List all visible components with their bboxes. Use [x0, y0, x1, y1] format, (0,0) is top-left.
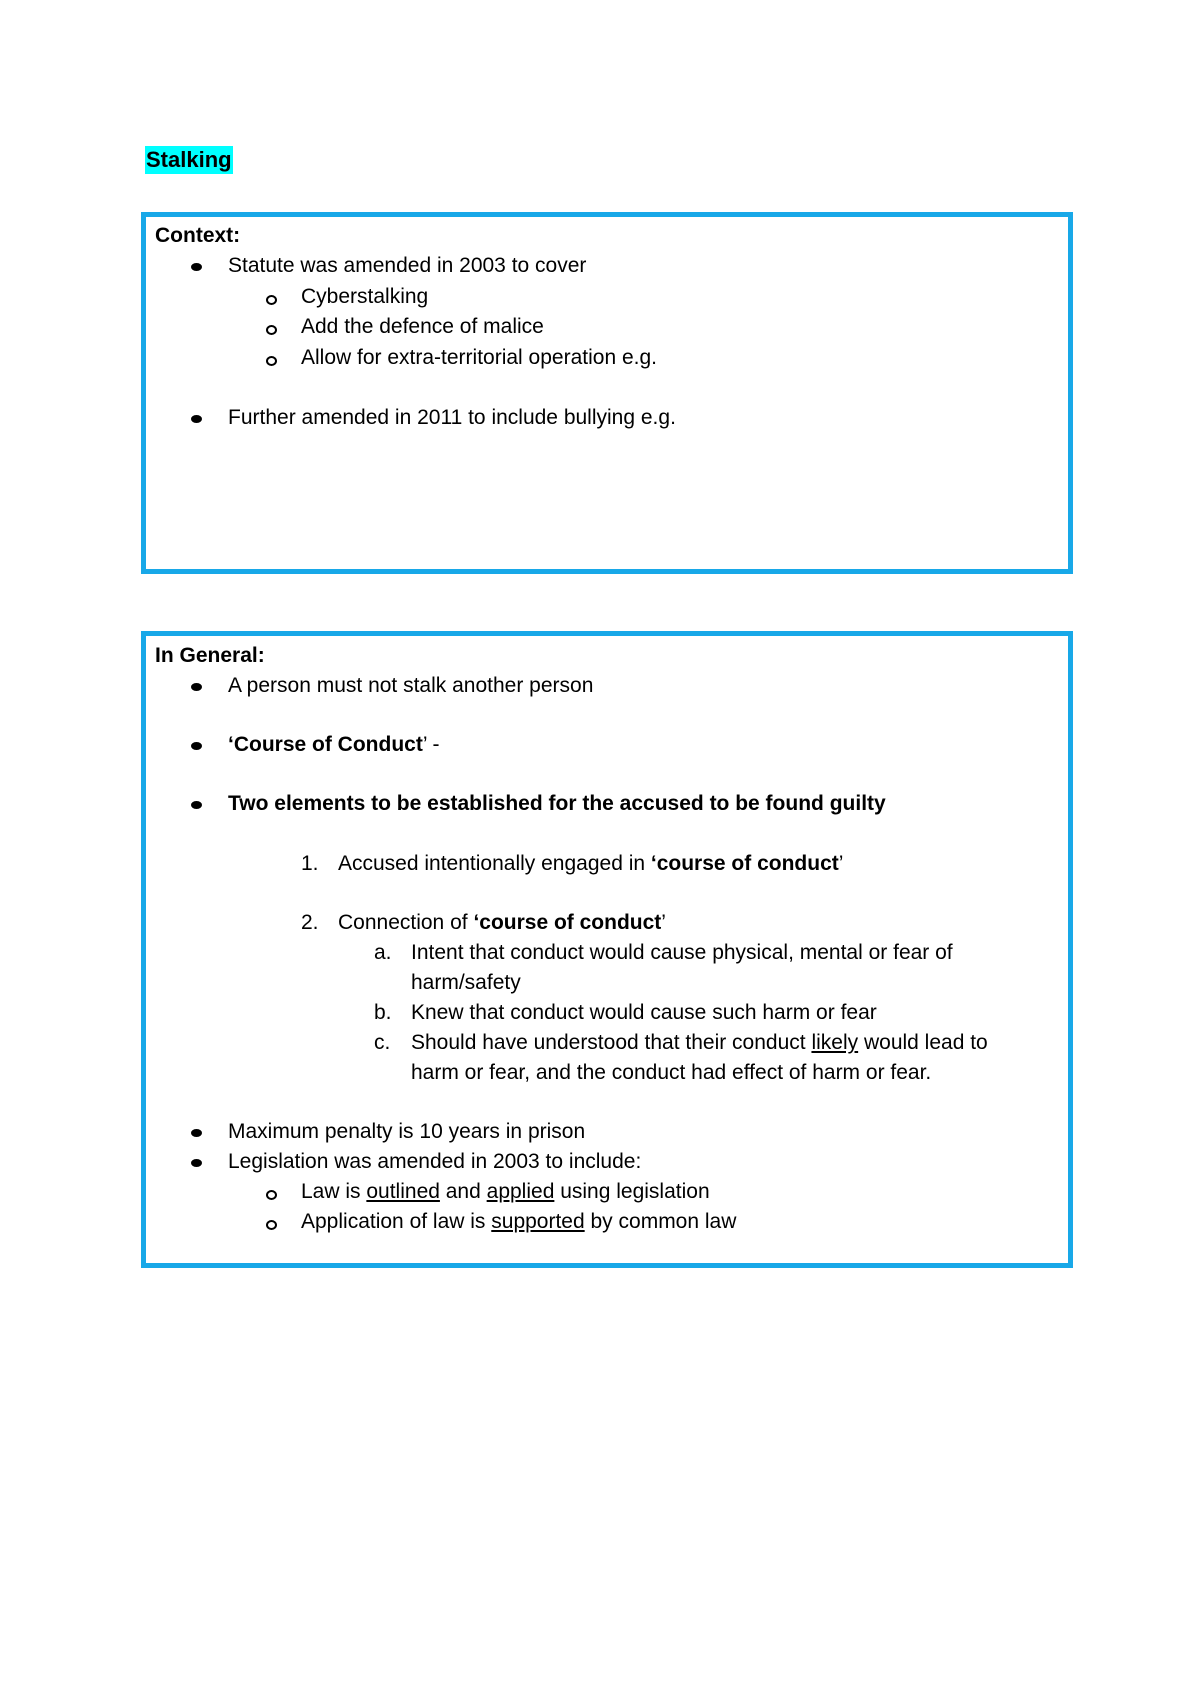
- list-number: 1.: [301, 852, 319, 875]
- underlined-term: outlined: [366, 1180, 440, 1203]
- numbered-item-bold: ‘course of conduct: [650, 852, 839, 875]
- numbered-item: [338, 908, 666, 938]
- sub-bullet-circle-icon: [266, 295, 277, 305]
- context-sub-item: Cyberstalking: [301, 285, 429, 308]
- numbered-item-text: Connection of: [338, 911, 474, 934]
- bullet-dot-icon: [191, 801, 202, 809]
- sub-item-text: Law is: [301, 1180, 367, 1203]
- numbered-item-text: Accused intentionally engaged in: [338, 852, 651, 875]
- context-sub-item: Allow for extra-territorial operation e.g.: [301, 346, 657, 369]
- general-item: [228, 730, 440, 760]
- context-heading: Context:: [155, 224, 241, 247]
- general-item: Maximum penalty is 10 years in prison: [228, 1120, 586, 1143]
- bullet-dot-icon: [191, 683, 202, 691]
- list-number: 2.: [301, 911, 319, 934]
- sub-item-text: and: [439, 1180, 487, 1203]
- sub-bullet-circle-icon: [266, 1220, 277, 1230]
- general-item: A person must not stalk another person: [228, 674, 594, 697]
- sub-bullet-circle-icon: [266, 1190, 277, 1200]
- lettered-item: [411, 1028, 988, 1058]
- context-sub-item: Add the defence of malice: [301, 315, 544, 338]
- underlined-term: applied: [486, 1180, 555, 1203]
- sub-item-text: Application of law is: [301, 1210, 492, 1233]
- underlined-term: likely: [811, 1031, 859, 1054]
- bullet-dot-icon: [191, 742, 202, 750]
- context-item: Statute was amended in 2003 to cover: [228, 254, 587, 277]
- course-of-conduct-suffix: ’ -: [422, 733, 440, 756]
- numbered-item: [338, 849, 843, 879]
- numbered-item-end: ’: [838, 852, 844, 875]
- lettered-item-continued: harm/safety: [411, 971, 521, 994]
- general-item: Legislation was amended in 2003 to include:: [228, 1150, 642, 1173]
- lettered-item-continued: harm or fear, and the conduct had effect of harm or fear.: [411, 1061, 932, 1084]
- list-letter: b.: [374, 1001, 392, 1024]
- numbered-item-bold: ‘course of conduct: [473, 911, 662, 934]
- sub-item-text: using legislation: [554, 1180, 710, 1203]
- sub-bullet-circle-icon: [266, 356, 277, 366]
- lettered-item-text: would lead to: [858, 1031, 988, 1054]
- sub-item-text: by common law: [584, 1210, 737, 1233]
- sub-bullet-circle-icon: [266, 325, 277, 335]
- general-sub-item: [301, 1177, 710, 1207]
- bullet-dot-icon: [191, 1159, 202, 1167]
- lettered-item: Knew that conduct would cause such harm or fear: [411, 1001, 877, 1024]
- numbered-item-end: ’: [661, 911, 666, 934]
- lettered-item-text: Should have understood that their conduct: [411, 1031, 812, 1054]
- page-title: Stalking: [146, 147, 232, 172]
- general-item: Two elements to be established for the accused to be found guilty: [228, 792, 886, 815]
- bullet-dot-icon: [191, 1129, 202, 1137]
- general-sub-item: [301, 1207, 736, 1237]
- context-item: Further amended in 2011 to include bullying e.g.: [228, 406, 676, 429]
- underlined-term: supported: [491, 1210, 585, 1233]
- bullet-dot-icon: [191, 415, 202, 423]
- course-of-conduct-term: ‘Course of Conduct: [228, 733, 423, 756]
- general-heading: In General:: [155, 644, 265, 667]
- list-letter: c.: [374, 1031, 391, 1054]
- bullet-dot-icon: [191, 263, 202, 271]
- list-letter: a.: [374, 941, 392, 964]
- lettered-item: Intent that conduct would cause physical, mental or fear of: [411, 941, 953, 964]
